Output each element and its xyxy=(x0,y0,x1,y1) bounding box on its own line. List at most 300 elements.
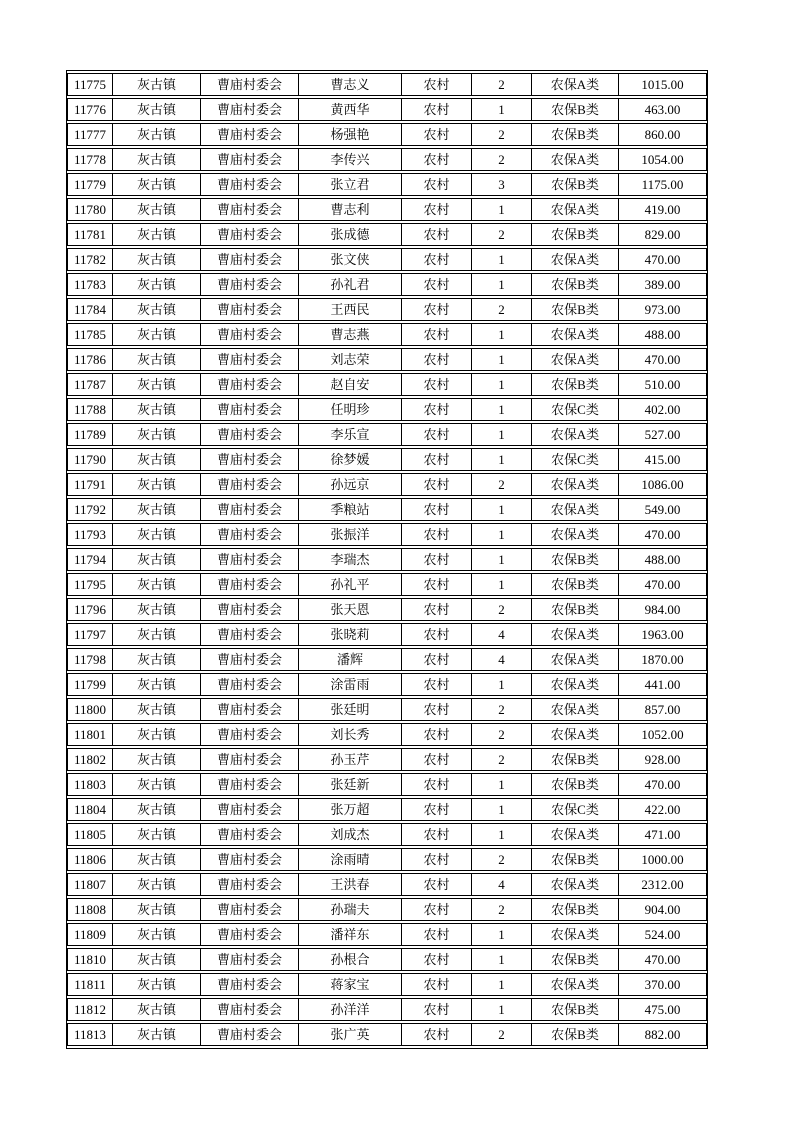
cell-person-name: 曹志燕 xyxy=(299,323,402,346)
cell-person-name: 曹志义 xyxy=(299,73,402,96)
cell-serial-number: 11804 xyxy=(67,798,113,821)
cell-town: 灰古镇 xyxy=(113,898,201,921)
cell-insurance-category: 农保A类 xyxy=(532,323,619,346)
cell-serial-number: 11805 xyxy=(67,823,113,846)
cell-amount: 402.00 xyxy=(619,398,707,421)
cell-person-name: 孙瑞夫 xyxy=(299,898,402,921)
cell-residence-type: 农村 xyxy=(402,948,472,971)
cell-amount: 463.00 xyxy=(619,98,707,121)
cell-amount: 1086.00 xyxy=(619,473,707,496)
cell-serial-number: 11801 xyxy=(67,723,113,746)
cell-village-committee: 曹庙村委会 xyxy=(201,448,299,471)
cell-person-name: 杨强艳 xyxy=(299,123,402,146)
cell-town: 灰古镇 xyxy=(113,323,201,346)
cell-person-count: 1 xyxy=(472,823,532,846)
cell-amount: 1015.00 xyxy=(619,73,707,96)
cell-amount: 470.00 xyxy=(619,248,707,271)
table-row xyxy=(67,423,707,446)
cell-person-name: 涂雨晴 xyxy=(299,848,402,871)
cell-residence-type: 农村 xyxy=(402,773,472,796)
cell-residence-type: 农村 xyxy=(402,398,472,421)
cell-town: 灰古镇 xyxy=(113,748,201,771)
cell-person-count: 2 xyxy=(472,848,532,871)
cell-residence-type: 农村 xyxy=(402,898,472,921)
cell-person-count: 1 xyxy=(472,498,532,521)
cell-serial-number: 11785 xyxy=(67,323,113,346)
cell-residence-type: 农村 xyxy=(402,698,472,721)
cell-serial-number: 11783 xyxy=(67,273,113,296)
cell-serial-number: 11781 xyxy=(67,223,113,246)
cell-person-count: 4 xyxy=(472,873,532,896)
cell-town: 灰古镇 xyxy=(113,673,201,696)
cell-insurance-category: 农保A类 xyxy=(532,673,619,696)
cell-residence-type: 农村 xyxy=(402,973,472,996)
cell-serial-number: 11792 xyxy=(67,498,113,521)
cell-amount: 389.00 xyxy=(619,273,707,296)
table-row xyxy=(67,973,707,996)
cell-person-count: 1 xyxy=(472,323,532,346)
cell-person-count: 2 xyxy=(472,1023,532,1046)
cell-insurance-category: 农保B类 xyxy=(532,848,619,871)
cell-serial-number: 11779 xyxy=(67,173,113,196)
cell-insurance-category: 农保B类 xyxy=(532,273,619,296)
table-row xyxy=(67,523,707,546)
cell-residence-type: 农村 xyxy=(402,323,472,346)
cell-person-name: 孙礼平 xyxy=(299,573,402,596)
cell-person-name: 孙根合 xyxy=(299,948,402,971)
cell-town: 灰古镇 xyxy=(113,123,201,146)
cell-town: 灰古镇 xyxy=(113,373,201,396)
cell-serial-number: 11775 xyxy=(67,73,113,96)
cell-person-name: 李乐宣 xyxy=(299,423,402,446)
cell-amount: 857.00 xyxy=(619,698,707,721)
cell-residence-type: 农村 xyxy=(402,248,472,271)
cell-town: 灰古镇 xyxy=(113,1023,201,1046)
cell-amount: 422.00 xyxy=(619,798,707,821)
cell-serial-number: 11786 xyxy=(67,348,113,371)
cell-person-name: 刘成杰 xyxy=(299,823,402,846)
cell-amount: 1052.00 xyxy=(619,723,707,746)
cell-person-count: 1 xyxy=(472,198,532,221)
cell-village-committee: 曹庙村委会 xyxy=(201,173,299,196)
cell-insurance-category: 农保A类 xyxy=(532,698,619,721)
table-row xyxy=(67,648,707,671)
cell-insurance-category: 农保B类 xyxy=(532,373,619,396)
cell-residence-type: 农村 xyxy=(402,473,472,496)
cell-serial-number: 11806 xyxy=(67,848,113,871)
table-row xyxy=(67,323,707,346)
cell-person-name: 徐梦媛 xyxy=(299,448,402,471)
cell-residence-type: 农村 xyxy=(402,623,472,646)
cell-village-committee: 曹庙村委会 xyxy=(201,673,299,696)
cell-person-count: 2 xyxy=(472,473,532,496)
cell-person-name: 孙玉芹 xyxy=(299,748,402,771)
cell-town: 灰古镇 xyxy=(113,773,201,796)
cell-serial-number: 11780 xyxy=(67,198,113,221)
table-row xyxy=(67,223,707,246)
cell-town: 灰古镇 xyxy=(113,348,201,371)
cell-residence-type: 农村 xyxy=(402,423,472,446)
cell-insurance-category: 农保C类 xyxy=(532,398,619,421)
cell-insurance-category: 农保A类 xyxy=(532,148,619,171)
cell-serial-number: 11799 xyxy=(67,673,113,696)
table-row xyxy=(67,923,707,946)
cell-village-committee: 曹庙村委会 xyxy=(201,1023,299,1046)
cell-person-name: 张广英 xyxy=(299,1023,402,1046)
table-row xyxy=(67,898,707,921)
cell-insurance-category: 农保A类 xyxy=(532,648,619,671)
cell-person-name: 李瑞杰 xyxy=(299,548,402,571)
table-row xyxy=(67,123,707,146)
cell-residence-type: 农村 xyxy=(402,498,472,521)
table-row xyxy=(67,848,707,871)
cell-village-committee: 曹庙村委会 xyxy=(201,998,299,1021)
table-row xyxy=(67,73,707,96)
cell-serial-number: 11793 xyxy=(67,523,113,546)
table-body xyxy=(67,73,707,1046)
cell-residence-type: 农村 xyxy=(402,148,472,171)
cell-town: 灰古镇 xyxy=(113,923,201,946)
table-row xyxy=(67,398,707,421)
cell-serial-number: 11787 xyxy=(67,373,113,396)
cell-person-count: 1 xyxy=(472,98,532,121)
cell-village-committee: 曹庙村委会 xyxy=(201,798,299,821)
cell-town: 灰古镇 xyxy=(113,698,201,721)
cell-residence-type: 农村 xyxy=(402,873,472,896)
cell-village-committee: 曹庙村委会 xyxy=(201,223,299,246)
cell-village-committee: 曹庙村委会 xyxy=(201,598,299,621)
cell-village-committee: 曹庙村委会 xyxy=(201,73,299,96)
table-row xyxy=(67,198,707,221)
cell-serial-number: 11812 xyxy=(67,998,113,1021)
cell-person-name: 张廷新 xyxy=(299,773,402,796)
cell-insurance-category: 农保B类 xyxy=(532,298,619,321)
cell-village-committee: 曹庙村委会 xyxy=(201,973,299,996)
cell-amount: 984.00 xyxy=(619,598,707,621)
cell-amount: 1054.00 xyxy=(619,148,707,171)
cell-village-committee: 曹庙村委会 xyxy=(201,923,299,946)
cell-person-count: 1 xyxy=(472,548,532,571)
cell-residence-type: 农村 xyxy=(402,748,472,771)
table-row xyxy=(67,1023,707,1046)
cell-person-count: 4 xyxy=(472,648,532,671)
cell-town: 灰古镇 xyxy=(113,148,201,171)
cell-person-name: 刘长秀 xyxy=(299,723,402,746)
cell-person-count: 2 xyxy=(472,223,532,246)
table-row xyxy=(67,573,707,596)
cell-town: 灰古镇 xyxy=(113,398,201,421)
cell-serial-number: 11809 xyxy=(67,923,113,946)
cell-residence-type: 农村 xyxy=(402,998,472,1021)
cell-amount: 488.00 xyxy=(619,548,707,571)
cell-town: 灰古镇 xyxy=(113,998,201,1021)
cell-insurance-category: 农保B类 xyxy=(532,573,619,596)
cell-amount: 1963.00 xyxy=(619,623,707,646)
cell-person-name: 孙远京 xyxy=(299,473,402,496)
cell-village-committee: 曹庙村委会 xyxy=(201,873,299,896)
cell-village-committee: 曹庙村委会 xyxy=(201,98,299,121)
cell-amount: 2312.00 xyxy=(619,873,707,896)
cell-person-name: 季粮站 xyxy=(299,498,402,521)
cell-person-name: 张天恩 xyxy=(299,598,402,621)
cell-person-count: 2 xyxy=(472,748,532,771)
cell-village-committee: 曹庙村委会 xyxy=(201,473,299,496)
cell-residence-type: 农村 xyxy=(402,523,472,546)
cell-amount: 1870.00 xyxy=(619,648,707,671)
cell-insurance-category: 农保B类 xyxy=(532,223,619,246)
cell-serial-number: 11789 xyxy=(67,423,113,446)
cell-village-committee: 曹庙村委会 xyxy=(201,423,299,446)
cell-person-name: 曹志利 xyxy=(299,198,402,221)
cell-serial-number: 11795 xyxy=(67,573,113,596)
cell-person-name: 李传兴 xyxy=(299,148,402,171)
cell-person-count: 4 xyxy=(472,623,532,646)
cell-residence-type: 农村 xyxy=(402,673,472,696)
cell-amount: 882.00 xyxy=(619,1023,707,1046)
cell-residence-type: 农村 xyxy=(402,548,472,571)
cell-town: 灰古镇 xyxy=(113,823,201,846)
cell-person-count: 2 xyxy=(472,298,532,321)
cell-amount: 829.00 xyxy=(619,223,707,246)
cell-person-name: 张文侠 xyxy=(299,248,402,271)
table-row xyxy=(67,248,707,271)
cell-amount: 510.00 xyxy=(619,373,707,396)
cell-person-count: 1 xyxy=(472,373,532,396)
cell-village-committee: 曹庙村委会 xyxy=(201,323,299,346)
benefit-roster-table xyxy=(67,71,707,1048)
cell-residence-type: 农村 xyxy=(402,273,472,296)
cell-residence-type: 农村 xyxy=(402,348,472,371)
cell-town: 灰古镇 xyxy=(113,873,201,896)
cell-residence-type: 农村 xyxy=(402,198,472,221)
cell-person-name: 潘祥东 xyxy=(299,923,402,946)
cell-insurance-category: 农保B类 xyxy=(532,948,619,971)
cell-person-name: 潘辉 xyxy=(299,648,402,671)
cell-village-committee: 曹庙村委会 xyxy=(201,198,299,221)
cell-person-count: 2 xyxy=(472,598,532,621)
cell-village-committee: 曹庙村委会 xyxy=(201,648,299,671)
table-row xyxy=(67,173,707,196)
cell-insurance-category: 农保A类 xyxy=(532,198,619,221)
cell-person-count: 1 xyxy=(472,923,532,946)
cell-town: 灰古镇 xyxy=(113,973,201,996)
cell-town: 灰古镇 xyxy=(113,98,201,121)
cell-serial-number: 11788 xyxy=(67,398,113,421)
cell-person-name: 刘志荣 xyxy=(299,348,402,371)
cell-person-count: 1 xyxy=(472,798,532,821)
cell-insurance-category: 农保A类 xyxy=(532,473,619,496)
table-row xyxy=(67,873,707,896)
cell-residence-type: 农村 xyxy=(402,798,472,821)
cell-person-name: 任明珍 xyxy=(299,398,402,421)
cell-person-count: 2 xyxy=(472,698,532,721)
table-row xyxy=(67,148,707,171)
cell-village-committee: 曹庙村委会 xyxy=(201,273,299,296)
cell-amount: 470.00 xyxy=(619,523,707,546)
cell-amount: 370.00 xyxy=(619,973,707,996)
cell-person-count: 1 xyxy=(472,973,532,996)
cell-residence-type: 农村 xyxy=(402,373,472,396)
cell-serial-number: 11811 xyxy=(67,973,113,996)
cell-serial-number: 11776 xyxy=(67,98,113,121)
cell-serial-number: 11813 xyxy=(67,1023,113,1046)
cell-village-committee: 曹庙村委会 xyxy=(201,723,299,746)
cell-serial-number: 11800 xyxy=(67,698,113,721)
cell-residence-type: 农村 xyxy=(402,298,472,321)
cell-residence-type: 农村 xyxy=(402,723,472,746)
table-row xyxy=(67,498,707,521)
cell-town: 灰古镇 xyxy=(113,948,201,971)
cell-town: 灰古镇 xyxy=(113,723,201,746)
cell-amount: 973.00 xyxy=(619,298,707,321)
cell-serial-number: 11790 xyxy=(67,448,113,471)
cell-insurance-category: 农保A类 xyxy=(532,248,619,271)
cell-person-name: 张成德 xyxy=(299,223,402,246)
cell-village-committee: 曹庙村委会 xyxy=(201,498,299,521)
table-row xyxy=(67,748,707,771)
cell-person-name: 涂雷雨 xyxy=(299,673,402,696)
cell-amount: 1175.00 xyxy=(619,173,707,196)
cell-village-committee: 曹庙村委会 xyxy=(201,623,299,646)
cell-residence-type: 农村 xyxy=(402,923,472,946)
cell-person-count: 2 xyxy=(472,123,532,146)
cell-amount: 475.00 xyxy=(619,998,707,1021)
cell-village-committee: 曹庙村委会 xyxy=(201,898,299,921)
cell-insurance-category: 农保A类 xyxy=(532,873,619,896)
cell-amount: 470.00 xyxy=(619,573,707,596)
table-row xyxy=(67,673,707,696)
cell-residence-type: 农村 xyxy=(402,98,472,121)
cell-insurance-category: 农保B类 xyxy=(532,598,619,621)
cell-insurance-category: 农保B类 xyxy=(532,748,619,771)
cell-person-count: 2 xyxy=(472,148,532,171)
cell-person-name: 张振洋 xyxy=(299,523,402,546)
cell-serial-number: 11784 xyxy=(67,298,113,321)
cell-amount: 470.00 xyxy=(619,773,707,796)
cell-village-committee: 曹庙村委会 xyxy=(201,373,299,396)
cell-town: 灰古镇 xyxy=(113,198,201,221)
cell-amount: 415.00 xyxy=(619,448,707,471)
cell-village-committee: 曹庙村委会 xyxy=(201,523,299,546)
cell-village-committee: 曹庙村委会 xyxy=(201,298,299,321)
cell-village-committee: 曹庙村委会 xyxy=(201,148,299,171)
cell-village-committee: 曹庙村委会 xyxy=(201,698,299,721)
cell-insurance-category: 农保B类 xyxy=(532,898,619,921)
cell-amount: 549.00 xyxy=(619,498,707,521)
cell-person-count: 1 xyxy=(472,773,532,796)
cell-town: 灰古镇 xyxy=(113,848,201,871)
cell-insurance-category: 农保B类 xyxy=(532,773,619,796)
cell-town: 灰古镇 xyxy=(113,173,201,196)
cell-town: 灰古镇 xyxy=(113,448,201,471)
cell-person-name: 赵自安 xyxy=(299,373,402,396)
cell-insurance-category: 农保A类 xyxy=(532,723,619,746)
cell-insurance-category: 农保B类 xyxy=(532,123,619,146)
cell-town: 灰古镇 xyxy=(113,473,201,496)
cell-person-count: 1 xyxy=(472,523,532,546)
cell-insurance-category: 农保A类 xyxy=(532,823,619,846)
table-row xyxy=(67,723,707,746)
cell-insurance-category: 农保B类 xyxy=(532,1023,619,1046)
cell-residence-type: 农村 xyxy=(402,448,472,471)
table-row xyxy=(67,548,707,571)
cell-serial-number: 11782 xyxy=(67,248,113,271)
cell-person-count: 1 xyxy=(472,398,532,421)
cell-village-committee: 曹庙村委会 xyxy=(201,548,299,571)
cell-serial-number: 11777 xyxy=(67,123,113,146)
cell-village-committee: 曹庙村委会 xyxy=(201,748,299,771)
cell-residence-type: 农村 xyxy=(402,73,472,96)
table-row xyxy=(67,373,707,396)
cell-insurance-category: 农保A类 xyxy=(532,523,619,546)
cell-serial-number: 11798 xyxy=(67,648,113,671)
table-row xyxy=(67,773,707,796)
cell-amount: 470.00 xyxy=(619,948,707,971)
table-row xyxy=(67,448,707,471)
cell-residence-type: 农村 xyxy=(402,573,472,596)
cell-village-committee: 曹庙村委会 xyxy=(201,773,299,796)
cell-insurance-category: 农保A类 xyxy=(532,623,619,646)
table-row xyxy=(67,798,707,821)
cell-insurance-category: 农保A类 xyxy=(532,923,619,946)
cell-town: 灰古镇 xyxy=(113,298,201,321)
cell-person-count: 3 xyxy=(472,173,532,196)
cell-amount: 527.00 xyxy=(619,423,707,446)
cell-amount: 471.00 xyxy=(619,823,707,846)
cell-village-committee: 曹庙村委会 xyxy=(201,848,299,871)
cell-insurance-category: 农保A类 xyxy=(532,423,619,446)
cell-town: 灰古镇 xyxy=(113,548,201,571)
cell-person-count: 1 xyxy=(472,673,532,696)
cell-person-count: 1 xyxy=(472,348,532,371)
table-row xyxy=(67,598,707,621)
cell-insurance-category: 农保B类 xyxy=(532,998,619,1021)
cell-village-committee: 曹庙村委会 xyxy=(201,573,299,596)
cell-residence-type: 农村 xyxy=(402,173,472,196)
cell-residence-type: 农村 xyxy=(402,648,472,671)
table-row xyxy=(67,823,707,846)
cell-person-name: 蒋家宝 xyxy=(299,973,402,996)
cell-town: 灰古镇 xyxy=(113,423,201,446)
cell-serial-number: 11778 xyxy=(67,148,113,171)
table-row xyxy=(67,473,707,496)
cell-amount: 904.00 xyxy=(619,898,707,921)
cell-insurance-category: 农保A类 xyxy=(532,73,619,96)
cell-amount: 860.00 xyxy=(619,123,707,146)
cell-serial-number: 11810 xyxy=(67,948,113,971)
cell-insurance-category: 农保A类 xyxy=(532,973,619,996)
cell-person-count: 2 xyxy=(472,898,532,921)
cell-town: 灰古镇 xyxy=(113,573,201,596)
cell-town: 灰古镇 xyxy=(113,498,201,521)
cell-person-count: 1 xyxy=(472,273,532,296)
cell-amount: 470.00 xyxy=(619,348,707,371)
cell-insurance-category: 农保A类 xyxy=(532,348,619,371)
cell-residence-type: 农村 xyxy=(402,848,472,871)
cell-village-committee: 曹庙村委会 xyxy=(201,123,299,146)
table-row xyxy=(67,298,707,321)
cell-amount: 1000.00 xyxy=(619,848,707,871)
cell-person-count: 1 xyxy=(472,573,532,596)
cell-person-count: 1 xyxy=(472,448,532,471)
cell-town: 灰古镇 xyxy=(113,648,201,671)
cell-person-name: 张立君 xyxy=(299,173,402,196)
cell-person-name: 张晓莉 xyxy=(299,623,402,646)
cell-person-name: 孙洋洋 xyxy=(299,998,402,1021)
cell-serial-number: 11803 xyxy=(67,773,113,796)
table-row xyxy=(67,348,707,371)
cell-residence-type: 农村 xyxy=(402,223,472,246)
